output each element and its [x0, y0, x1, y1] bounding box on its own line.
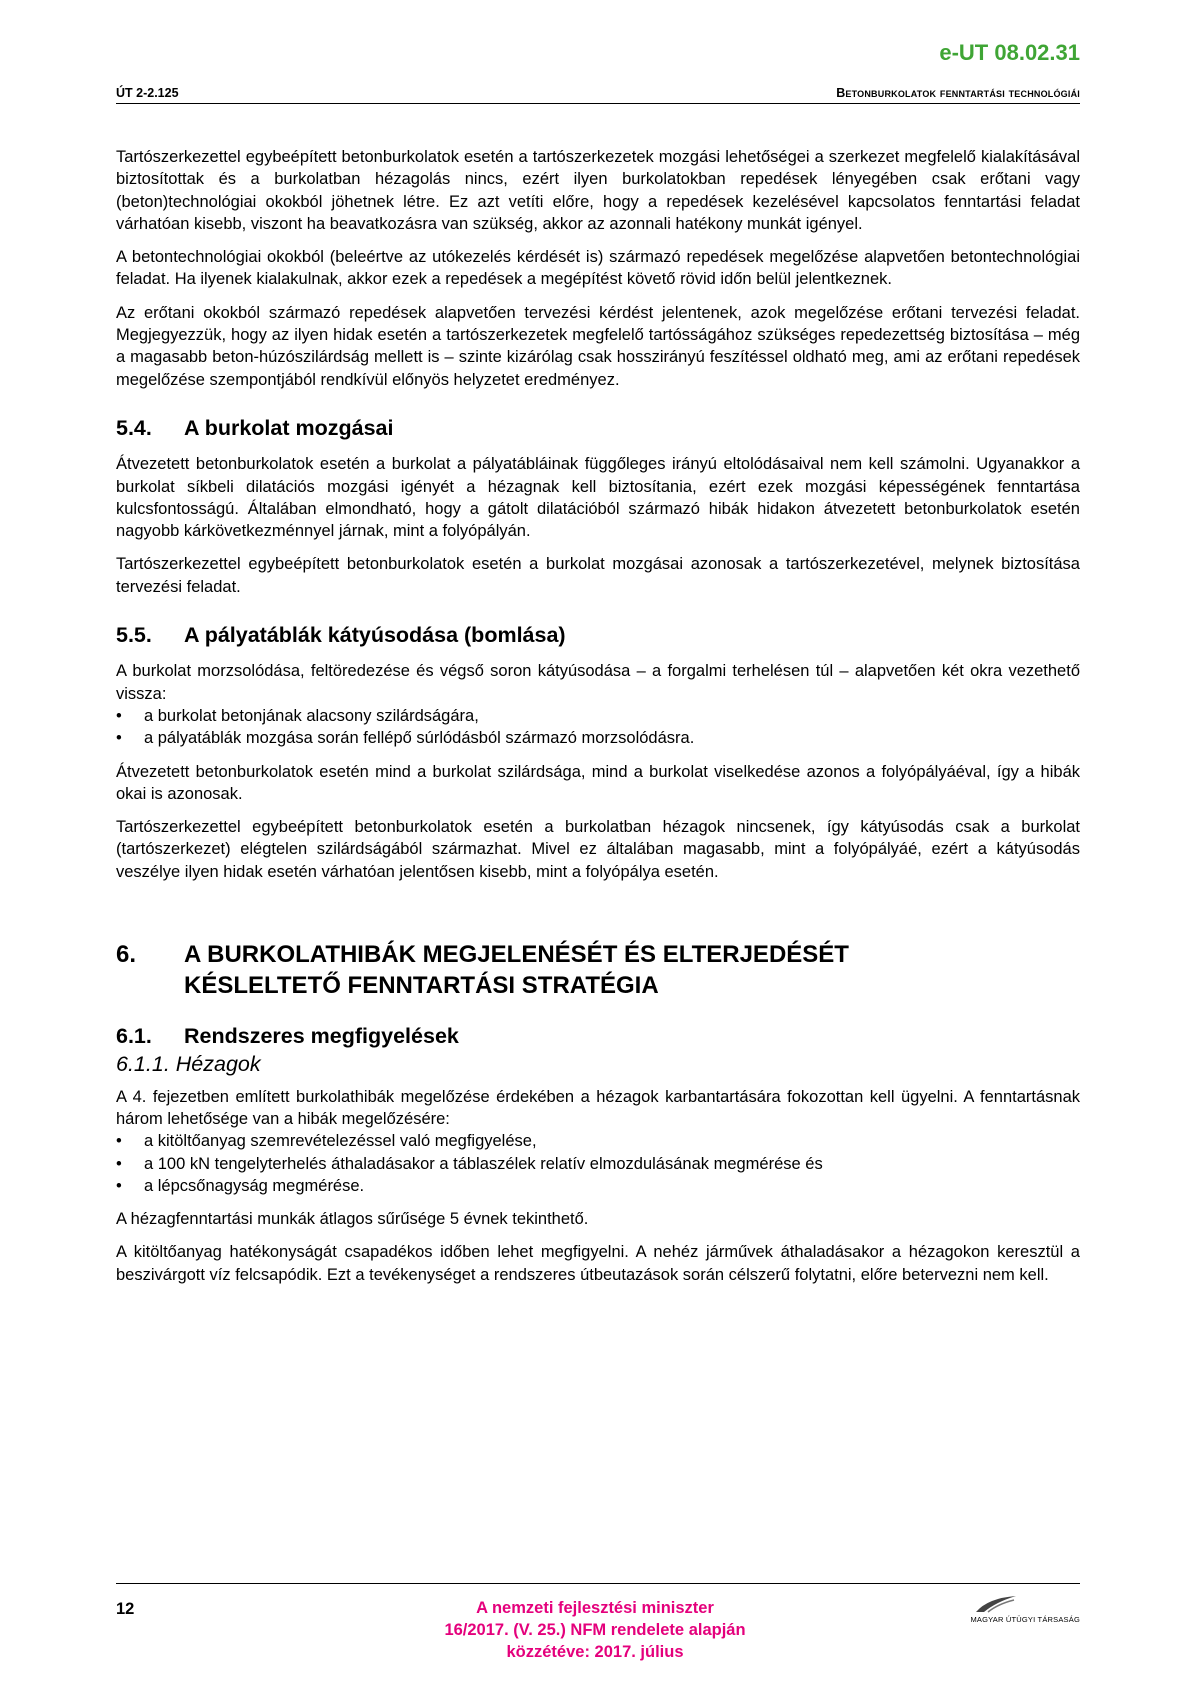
header-rule: [116, 103, 1080, 104]
road-logo-icon: [974, 1594, 1018, 1614]
footer-note-line: közzétéve: 2017. július: [506, 1643, 684, 1661]
bullet-icon: •: [116, 1132, 122, 1151]
page-number: 12: [116, 1600, 135, 1618]
running-header-title: Betonburkolatok fenntartási technológiái: [836, 86, 1080, 100]
paragraph: Átvezetett betonburkolatok esetén mind a burkolat szilárdsága, mind a burkolat viselkedése azonos a folyópályáéval, így a hibák okai is azonosak.: [116, 762, 1080, 803]
section-number: 6.1.: [116, 1024, 152, 1049]
standard-number: ÚT 2-2.125: [116, 86, 179, 100]
paragraph: A kitöltőanyag hatékonyságát csapadékos időben lehet megfigyelni. A nehéz járművek áthaladásakor a hézagokon keresztül a beszivárgott víz felcsapódik. Ezt a tevékenységet a rendszeres útbeutazások során célszerű folytatni, előre betervezni nem kell.: [116, 1243, 1080, 1284]
footer-note-line: 16/2017. (V. 25.) NFM rendelete alapján: [444, 1621, 746, 1639]
paragraph: A burkolat morzsolódása, feltöredezése és végső soron kátyúsodása – a forgalmi terhelésen túl – alapvetően két okra vezethető vissza:: [116, 662, 1080, 703]
section-title: A burkolat mozgásai: [184, 415, 394, 440]
paragraph: A 4. fejezetben említett burkolathibák megelőzése érdekében a hézagok karbantartására fokozottan kell ügyelni. A fenntartásnak három lehetősége van a hibák megelőzésére:: [116, 1087, 1080, 1128]
section-title: Rendszeres megfigyelések: [184, 1024, 459, 1049]
paragraph: Tartószerkezettel egybeépített betonburkolatok esetén a burkolat mozgásai azonosak a tartószerkezetével, melynek biztosítása tervezési feladat.: [116, 555, 1080, 596]
chapter-title-line: A BURKOLATHIBÁK MEGJELENÉSÉT ÉS ELTERJEDÉSÉT: [184, 941, 849, 969]
paragraph: Átvezetett betonburkolatok esetén a burkolat a pályatábláinak függőleges irányú eltolódásaival nem kell számolni. Ugyanakkor a burkolat síkbeli dilatációs mozgási igényét a hézagnak kell biztosítania, ezért ezek mozgási képességének fenntartása kulcsfontosságú. Általában elmondható, hogy a gátolt dilatációból származó hibák hidakon átvezetett betonburkolatok esetén nagyobb kárkövetkezménnyel járnak, mint a folyópályán.: [116, 455, 1080, 541]
paragraph: Az erőtani okokból származó repedések alapvetően tervezési kérdést jelentenek, azok megelőzése erőtani tervezési feladat. Megjegyezzük, hogy az ilyen hidak esetén a tartószerkezetek megfelelő tartósságához szükséges repedezettség biztosítása – még a magasabb beton-húzószilárdság mellett is – szinte kizárólag csak hosszirányú feszítéssel oldható meg, ami az erőtani repedések megelőzése szempontjából rendkívül előnyös helyzetet eredményez.: [116, 303, 1080, 389]
footer-note-line: A nemzeti fejlesztési miniszter: [476, 1599, 714, 1617]
paragraph: A betontechnológiai okokból (beleértve az utókezelés kérdését is) származó repedések megelőzése alapvetően betontechnológiai feladat. Ha ilyenek kialakulnak, akkor ezek a repedések a megépítést követő rövid időn belül jelentkeznek.: [116, 248, 1080, 289]
list-item-text: a kitöltőanyag szemrevételezéssel való megfigyelése,: [144, 1132, 537, 1151]
chapter-heading-6: [116, 939, 1080, 1001]
list-item: [116, 1153, 1080, 1175]
list-item-text: a 100 kN tengelyterhelés áthaladásakor a táblaszélek relatív elmozdulásának megmérése és: [144, 1154, 823, 1173]
section-heading-6-1: [116, 1025, 1080, 1047]
list-item: [116, 1130, 1080, 1152]
paragraph: Tartószerkezettel egybeépített betonburkolatok esetén a burkolatban hézagok nincsenek, így kátyúsodás csak a burkolat (tartószerkezet) elégtelen szilárdságából származhat. Mivel ez általában magasabb, mint a folyópályáé, ezért a kátyúsodás veszélye ilyen hidak esetén várhatóan jelentősen kisebb, mint a folyópálya esetén.: [116, 818, 1080, 881]
bullet-icon: •: [116, 706, 122, 725]
logo-text: MAGYAR ÚTÜGYI TÁRSASÁG: [970, 1615, 1080, 1624]
bullet-icon: •: [116, 1176, 122, 1195]
list-item-text: a burkolat betonjának alacsony szilárdságára,: [144, 706, 479, 725]
page-content: [116, 146, 1080, 1297]
footer-rule: [116, 1583, 1080, 1584]
chapter-title-line: KÉSLELTETŐ FENNTARTÁSI STRATÉGIA: [184, 972, 659, 1000]
paragraph: Tartószerkezettel egybeépített betonburkolatok esetén a tartószerkezetek mozgási lehetőségei a szerkezet megfelelő kialakításával biztosítottak és a burkolatban hézagolás nincs, ezért ilyen burkolatokban repedések lényegében csak erőtani vagy (beton)technológiai okokból jöhetnek létre. Ez azt vetíti előre, hogy a repedések kezelésével kapcsolatos fenntartási feladat várhatóan kisebb, viszont ha beavatkozásra van szükség, akkor az azonnali hatékony munkát igényel.: [116, 148, 1080, 233]
section-title: A pályatáblák kátyúsodása (bomlása): [184, 623, 566, 648]
list-item: [116, 1175, 1080, 1197]
document-code: e-UT 08.02.31: [939, 40, 1080, 65]
section-heading-5-4: [116, 417, 1080, 439]
subsection-heading-6-1-1: 6.1.1. Hézagok: [116, 1052, 261, 1077]
bullet-icon: •: [116, 729, 122, 748]
bullet-list: [116, 705, 1080, 750]
list-item: [116, 727, 1080, 749]
list-item-text: a pályatáblák mozgása során fellépő súrlódásból származó morzsolódásra.: [144, 729, 695, 748]
section-heading-5-5: [116, 624, 1080, 646]
section-number: 5.5.: [116, 623, 152, 648]
chapter-number: 6.: [116, 941, 137, 969]
section-number: 5.4.: [116, 415, 152, 440]
list-item: [116, 705, 1080, 727]
list-item-text: a lépcsőnagyság megmérése.: [144, 1176, 365, 1195]
paragraph: A hézagfenntartási munkák átlagos sűrűsége 5 évnek tekinthető.: [116, 1210, 589, 1229]
bullet-list: [116, 1130, 1080, 1197]
publisher-logo: [910, 1594, 1080, 1624]
bullet-icon: •: [116, 1154, 122, 1173]
footer-publication-note: [395, 1597, 795, 1663]
